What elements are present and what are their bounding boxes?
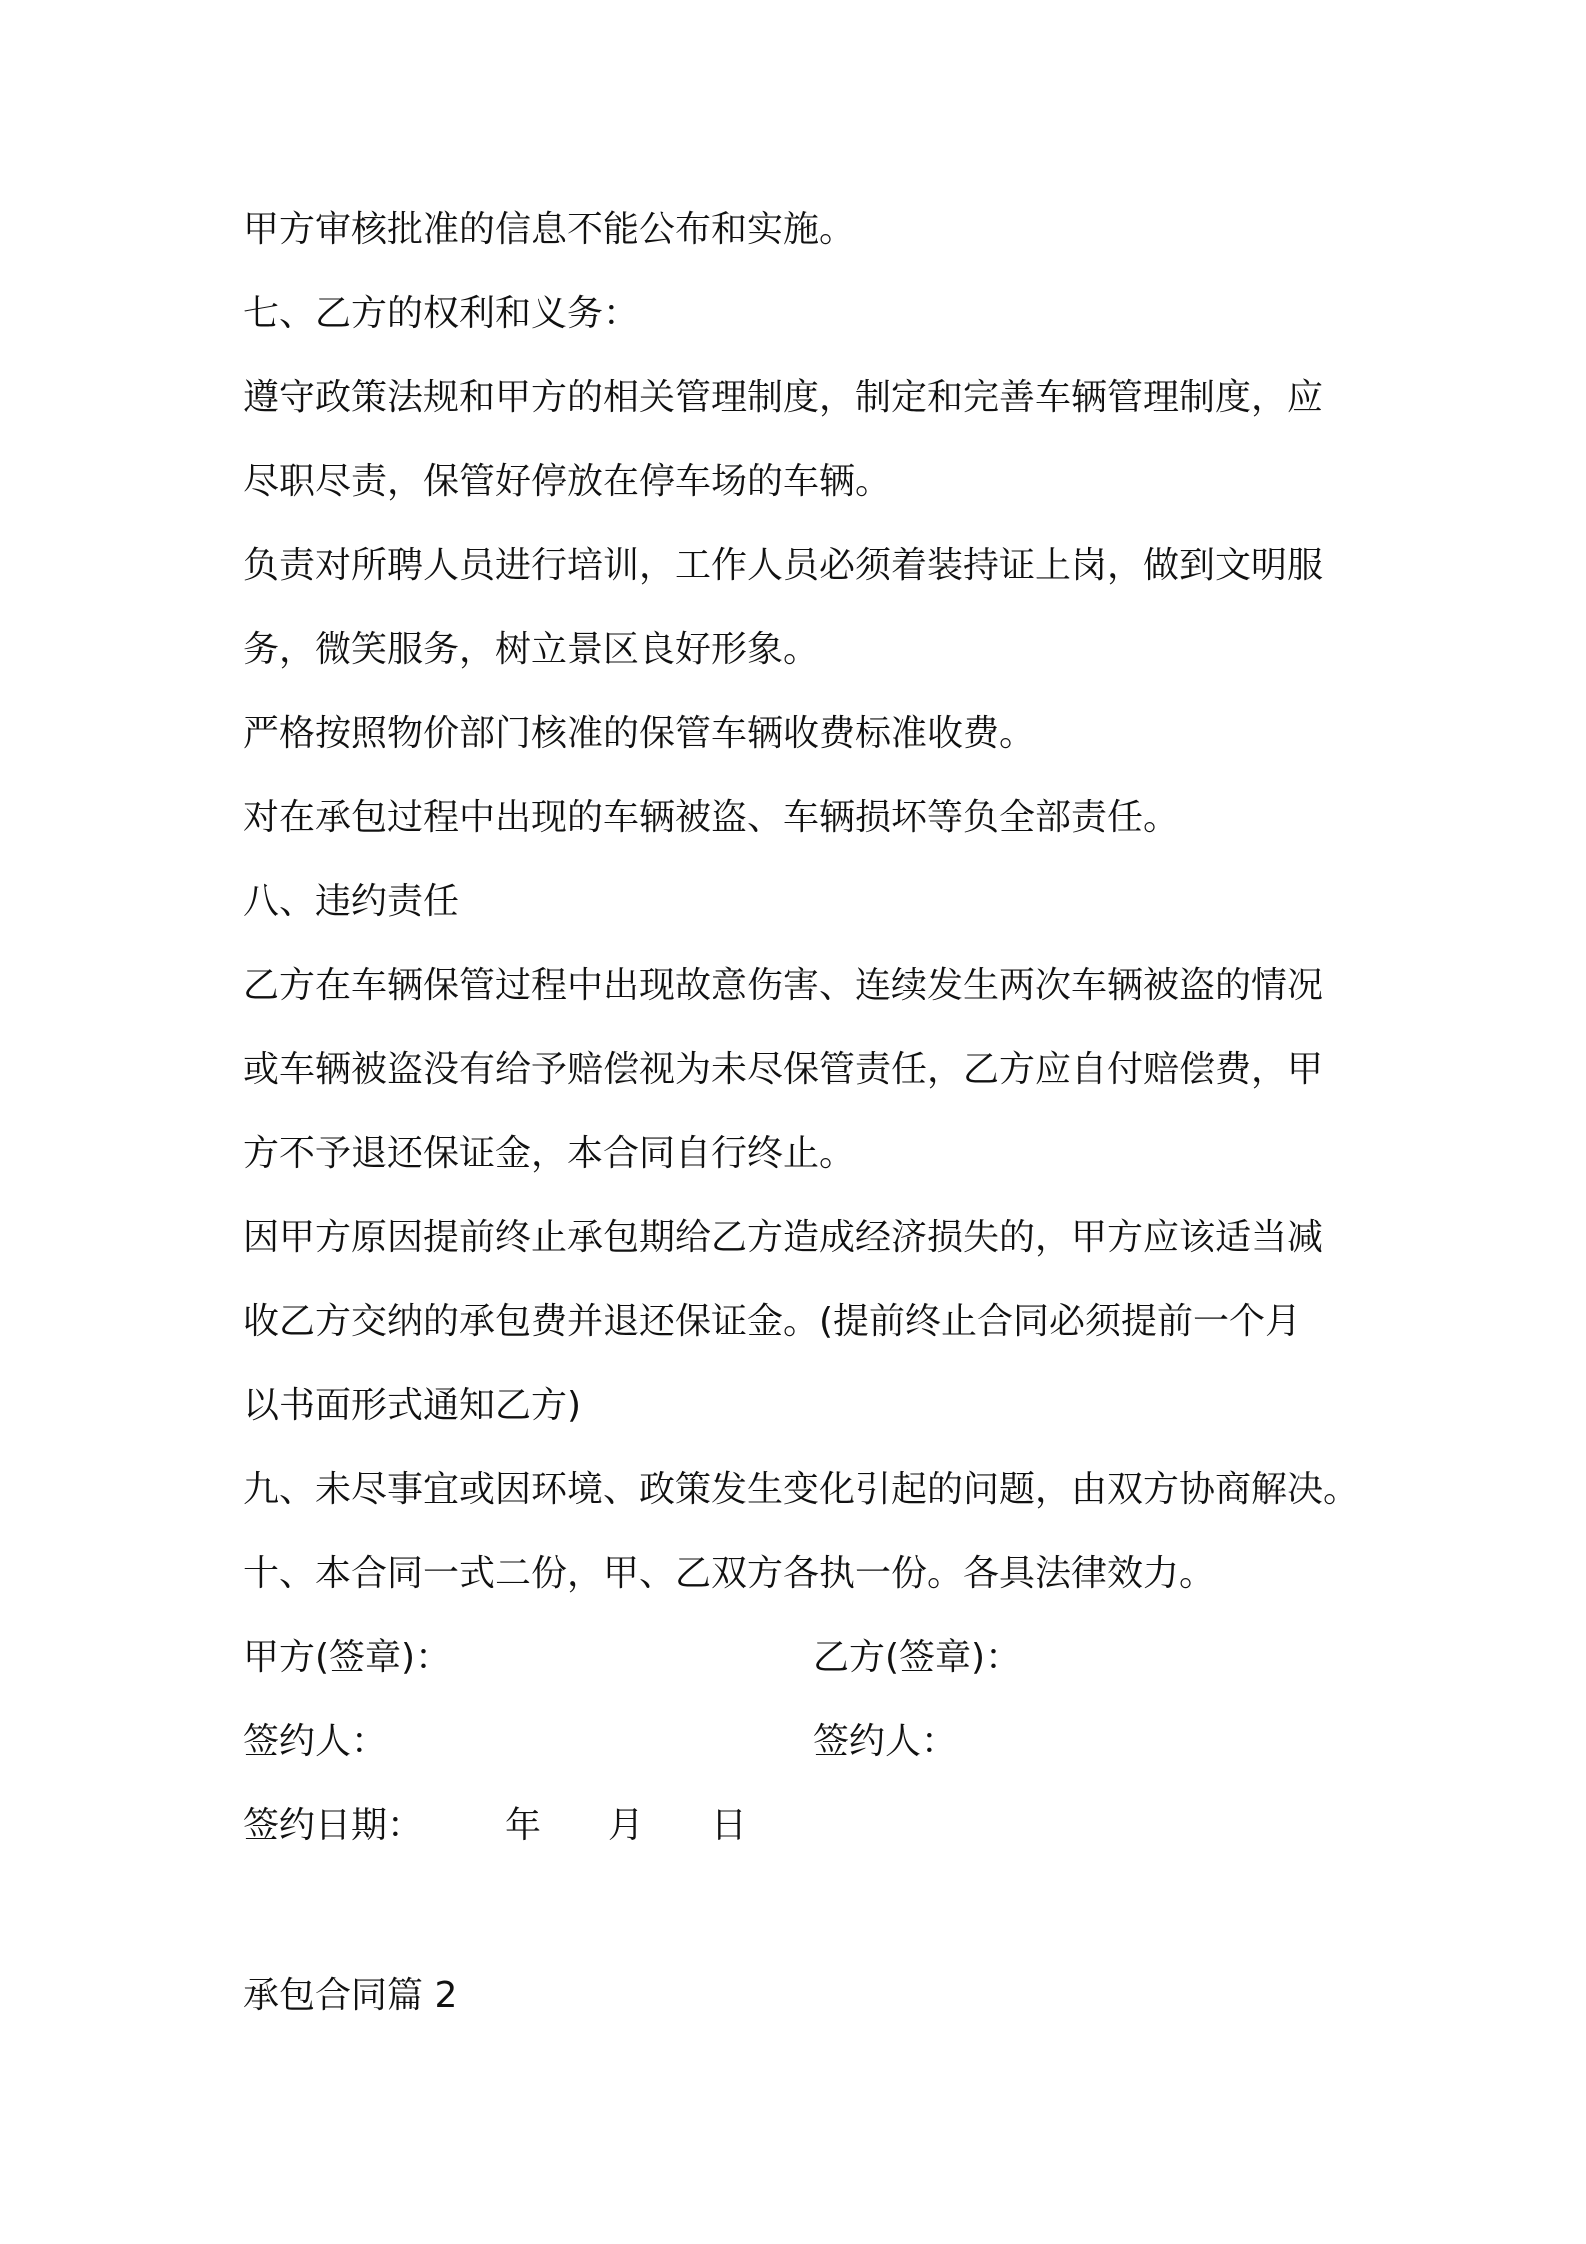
- date-year-label: 年: [505, 1805, 542, 1846]
- paragraph-line: 负责对所聘人员进行培训，工作人员必须着装持证上岗，做到文明服: [243, 545, 1324, 586]
- sign-date-fields: [505, 1784, 747, 1868]
- paragraph-line: 收乙方交纳的承包费并退还保证金。(提前终止合同必须提前一个月: [243, 1301, 1302, 1342]
- paragraph-line: 对在承包过程中出现的车辆被盗、车辆损坏等负全部责任。: [243, 797, 1180, 838]
- paragraph-line: 或车辆被盗没有给予赔偿视为未尽保管责任，乙方应自付赔偿费，甲: [243, 1049, 1324, 1090]
- paragraph-line: 方不予退还保证金，本合同自行终止。: [243, 1133, 856, 1174]
- paragraph-line: 遵守政策法规和甲方的相关管理制度，制定和完善车辆管理制度，应: [243, 377, 1324, 418]
- party-a-signer-label: 签约人：: [243, 1721, 388, 1762]
- section-heading: 八、违约责任: [243, 881, 460, 922]
- sign-date-label: 签约日期：: [243, 1805, 424, 1846]
- party-a-seal-label: 甲方(签章)：: [243, 1637, 452, 1678]
- party-b-signer-label: 签约人：: [813, 1721, 958, 1762]
- signature-row-signer: [243, 1700, 1363, 1784]
- paragraph-line: 因甲方原因提前终止承包期给乙方造成经济损失的，甲方应该适当减: [243, 1217, 1324, 1258]
- section-heading: 九、未尽事宜或因环境、政策发生变化引起的问题，由双方协商解决。: [243, 1469, 1360, 1510]
- contract-body: [243, 188, 1363, 2038]
- section-spacer: [243, 1868, 1363, 1954]
- next-section-title: 承包合同篇 2: [243, 1975, 458, 2016]
- paragraph-line: 乙方在车辆保管过程中出现故意伤害、连续发生两次车辆被盗的情况: [243, 965, 1324, 1006]
- paragraph-line: 严格按照物价部门核准的保管车辆收费标准收费。: [243, 713, 1036, 754]
- date-day-label: 日: [710, 1805, 747, 1846]
- signature-row-seal: [243, 1616, 1363, 1700]
- paragraph-line: 以书面形式通知乙方): [243, 1385, 582, 1426]
- paragraph-line: 务，微笑服务，树立景区良好形象。: [243, 629, 820, 670]
- signature-row-date: [243, 1784, 1363, 1868]
- paragraph-line: 尽职尽责，保管好停放在停车场的车辆。: [243, 461, 892, 502]
- party-b-seal-label: 乙方(签章)：: [813, 1637, 1022, 1678]
- paragraph-line: 甲方审核批准的信息不能公布和实施。: [243, 209, 856, 250]
- date-month-label: 月: [607, 1805, 644, 1846]
- section-heading: 十、本合同一式二份，甲、乙双方各执一份。各具法律效力。: [243, 1553, 1216, 1594]
- section-heading: 七、乙方的权利和义务：: [243, 293, 640, 334]
